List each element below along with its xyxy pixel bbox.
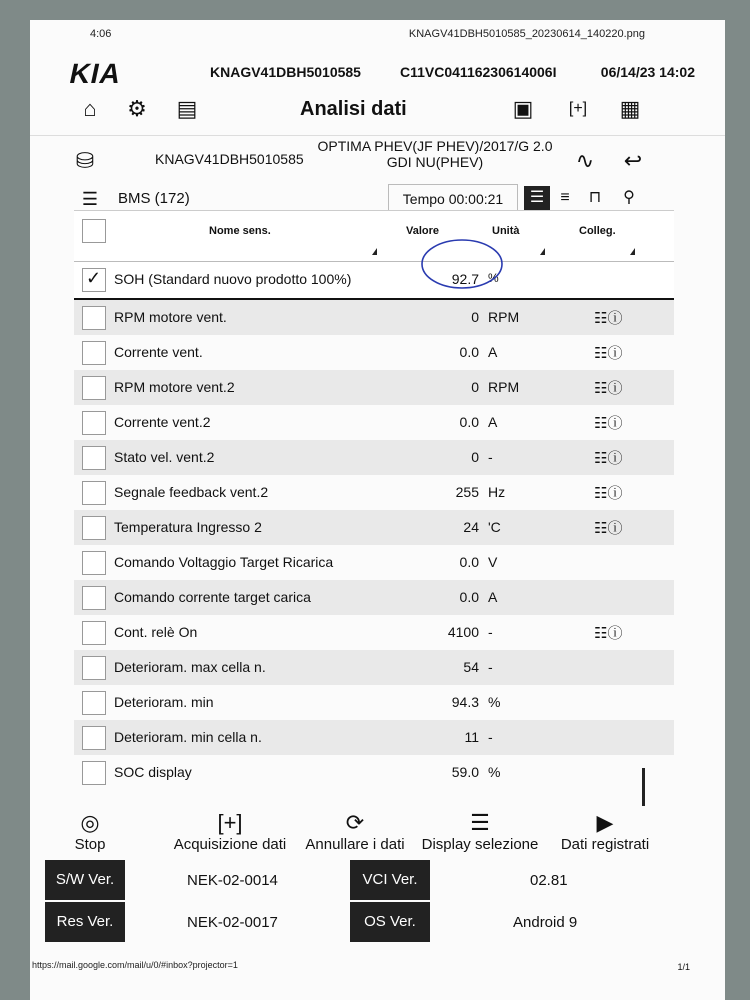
- link-info-icon[interactable]: ☷ⓘ: [594, 345, 623, 362]
- sensor-unit: %: [488, 764, 501, 780]
- edit-list-icon: ☰: [470, 810, 490, 835]
- print-url: https://mail.google.com/mail/u/0/#inbox?projector=1: [32, 960, 238, 970]
- add-capture-icon[interactable]: [+]: [568, 100, 588, 117]
- col-value-header[interactable]: Valore: [406, 225, 440, 237]
- sensor-value: 11: [464, 729, 479, 745]
- sensor-value: 4100: [447, 624, 479, 640]
- sensor-unit: -: [488, 729, 493, 745]
- stop-label: Stop: [74, 836, 106, 853]
- link-info-icon[interactable]: ☷ⓘ: [594, 520, 623, 537]
- sensor-name: Cont. relè On: [114, 624, 198, 640]
- sensor-name: Deterioram. max cella n.: [114, 659, 266, 675]
- sensor-unit: %: [488, 271, 499, 285]
- sensor-value: 0: [471, 379, 479, 395]
- folder-play-icon: ▶: [596, 810, 614, 835]
- sensor-unit: -: [488, 449, 493, 465]
- acquire-button[interactable]: [165, 810, 295, 853]
- system-name: BMS (172): [118, 190, 190, 207]
- sensor-name: SOC display: [114, 764, 192, 780]
- sensor-name: Stato vel. vent.2: [114, 449, 215, 465]
- sensor-name: Segnale feedback vent.2: [114, 484, 269, 500]
- vci-version-label: VCI Ver.: [350, 860, 430, 900]
- os-version-label: OS Ver.: [350, 902, 430, 942]
- stop-button[interactable]: [40, 810, 140, 853]
- table-row[interactable]: [74, 650, 674, 685]
- display-label: Display selezione: [421, 836, 539, 853]
- sensor-value: 0: [471, 449, 479, 465]
- sensor-value: 0.0: [459, 589, 479, 605]
- vehicle-model: OPTIMA PHEV(JF PHEV)/2017/G 2.0 GDI NU(PHEV): [317, 138, 553, 170]
- sensor-value: 0.0: [459, 414, 479, 430]
- sensor-name: RPM motore vent.2: [114, 379, 235, 395]
- sensor-name: SOH (Standard nuovo prodotto 100%): [114, 271, 352, 287]
- table-row[interactable]: [74, 335, 674, 370]
- sensor-name: Corrente vent.: [114, 344, 203, 360]
- header-vin: KNAGV41DBH5010585: [210, 64, 361, 80]
- sensor-value: 92.7: [451, 271, 479, 287]
- cancel-label: Annullare i dati: [305, 836, 405, 853]
- grid-icon[interactable]: ▦: [619, 96, 641, 121]
- sensor-unit: 'C: [488, 519, 501, 535]
- printed-page: [30, 20, 725, 1000]
- sensor-unit: A: [488, 414, 498, 430]
- link-info-icon[interactable]: ☷ⓘ: [594, 380, 623, 397]
- sensor-name: Comando corrente target carica: [114, 589, 311, 605]
- saved-label: Dati registrati: [560, 836, 650, 853]
- handwritten-circle: [30, 20, 725, 320]
- row-checkbox[interactable]: [82, 656, 106, 680]
- home-icon[interactable]: ⌂: [83, 96, 97, 121]
- row-checkbox[interactable]: [82, 411, 106, 435]
- header-datetime: 06/14/23 14:02: [600, 64, 695, 80]
- row-checkbox[interactable]: [82, 516, 106, 540]
- text-view-icon[interactable]: ≡: [560, 189, 570, 206]
- scrollbar[interactable]: [642, 768, 645, 806]
- table-row[interactable]: [74, 510, 674, 545]
- ink-ellipse: [422, 240, 502, 288]
- row-checkbox[interactable]: [82, 341, 106, 365]
- link-info-icon[interactable]: ☷ⓘ: [594, 310, 623, 327]
- table-row[interactable]: [74, 405, 674, 440]
- sensor-name: RPM motore vent.: [114, 309, 227, 325]
- table-body: [74, 300, 674, 790]
- stop-icon: ◎: [80, 810, 100, 835]
- print-page-number: 1/1: [677, 962, 690, 972]
- row-checkbox[interactable]: [82, 446, 106, 470]
- list-view-icon[interactable]: ☰: [524, 186, 550, 210]
- sw-version-label: S/W Ver.: [45, 860, 125, 900]
- settings-icon[interactable]: ⚙: [127, 96, 147, 121]
- vehicle-vin: KNAGV41DBH5010585: [155, 151, 304, 167]
- vci-version-value: 02.81: [530, 872, 568, 889]
- sensor-unit: -: [488, 659, 493, 675]
- sensor-value: 0.0: [459, 344, 479, 360]
- search-icon[interactable]: ⚲: [623, 189, 635, 206]
- screen-capture-icon[interactable]: ▣: [512, 96, 534, 121]
- saved-data-button[interactable]: [540, 810, 670, 853]
- res-version-label: Res Ver.: [45, 902, 125, 942]
- os-version-value: Android 9: [513, 914, 578, 931]
- sensor-unit: A: [488, 589, 498, 605]
- row-checkbox[interactable]: [82, 481, 106, 505]
- header-code: C11VC04116230614006I: [400, 64, 557, 80]
- display-selection-button[interactable]: [415, 810, 545, 853]
- sensor-unit: Hz: [488, 484, 506, 500]
- table-row[interactable]: [74, 720, 674, 755]
- col-unit-header[interactable]: Unità: [492, 225, 520, 237]
- sensor-unit: %: [488, 694, 501, 710]
- table-row[interactable]: [74, 440, 674, 475]
- sensor-value: 255: [455, 484, 479, 500]
- print-time: 4:06: [90, 28, 112, 40]
- cancel-data-button[interactable]: [290, 810, 420, 853]
- sensor-value: 59.0: [451, 764, 479, 780]
- row-checkbox[interactable]: [82, 376, 106, 400]
- sensor-unit: RPM: [488, 379, 520, 395]
- signal-icon[interactable]: ∿: [575, 148, 595, 173]
- table-row[interactable]: [74, 370, 674, 405]
- capture-icon: [+]: [217, 810, 243, 835]
- table-row[interactable]: [74, 475, 674, 510]
- page-title: Analisi dati: [300, 98, 407, 120]
- table-row[interactable]: [74, 615, 674, 650]
- sensor-unit: V: [488, 554, 498, 570]
- row-checkbox[interactable]: [82, 551, 106, 575]
- row-checkbox[interactable]: [82, 761, 106, 785]
- sensor-value: 94.3: [451, 694, 479, 710]
- sensor-unit: RPM: [488, 309, 520, 325]
- sensor-name: Corrente vent.2: [114, 414, 211, 430]
- export-icon[interactable]: ▤: [176, 96, 198, 121]
- row-checkbox[interactable]: [82, 621, 106, 645]
- vehicle-icon: ⛁: [75, 148, 95, 173]
- col-link-header[interactable]: Colleg.: [579, 225, 616, 237]
- link-info-icon[interactable]: ☷ⓘ: [594, 415, 623, 432]
- refresh-icon: ⟳: [345, 810, 365, 835]
- link-info-icon[interactable]: ☷ⓘ: [594, 485, 623, 502]
- sensor-unit: -: [488, 624, 493, 640]
- table-row[interactable]: [74, 755, 674, 790]
- link-info-icon[interactable]: ☷ⓘ: [594, 625, 623, 642]
- sw-version-value: NEK-02-0014: [187, 872, 278, 889]
- version-panel: [45, 860, 685, 948]
- row-checkbox[interactable]: [82, 726, 106, 750]
- sensor-unit: A: [488, 344, 498, 360]
- res-version-value: NEK-02-0017: [187, 914, 278, 931]
- row-checkbox[interactable]: [82, 691, 106, 715]
- sensor-value: 54: [463, 659, 479, 675]
- sensor-name: Comando Voltaggio Target Ricarica: [114, 554, 334, 570]
- sensor-name: Deterioram. min cella n.: [114, 729, 262, 745]
- link-info-icon[interactable]: ☷ⓘ: [594, 450, 623, 467]
- graph-view-icon[interactable]: ⊓: [588, 189, 602, 206]
- table-row[interactable]: [74, 545, 674, 580]
- list-check-icon[interactable]: ☰: [81, 189, 99, 209]
- sensor-value: 0: [471, 309, 479, 325]
- table-row[interactable]: [74, 580, 674, 615]
- col-name-header[interactable]: Nome sens.: [209, 225, 271, 237]
- sensor-name: Temperatura Ingresso 2: [114, 519, 262, 535]
- elapsed-time: Tempo 00:00:21: [388, 184, 518, 214]
- print-filename: KNAGV41DBH5010585_20230614_140220.png: [408, 28, 645, 40]
- table-row[interactable]: [74, 685, 674, 720]
- brand-logo: KIA: [66, 58, 125, 89]
- back-icon[interactable]: ↩: [623, 148, 643, 173]
- acquire-label: Acquisizione dati: [173, 836, 287, 853]
- sensor-value: 0.0: [459, 554, 479, 570]
- row-checkbox[interactable]: [82, 586, 106, 610]
- sensor-value: 24: [463, 519, 479, 535]
- sensor-name: Deterioram. min: [114, 694, 214, 710]
